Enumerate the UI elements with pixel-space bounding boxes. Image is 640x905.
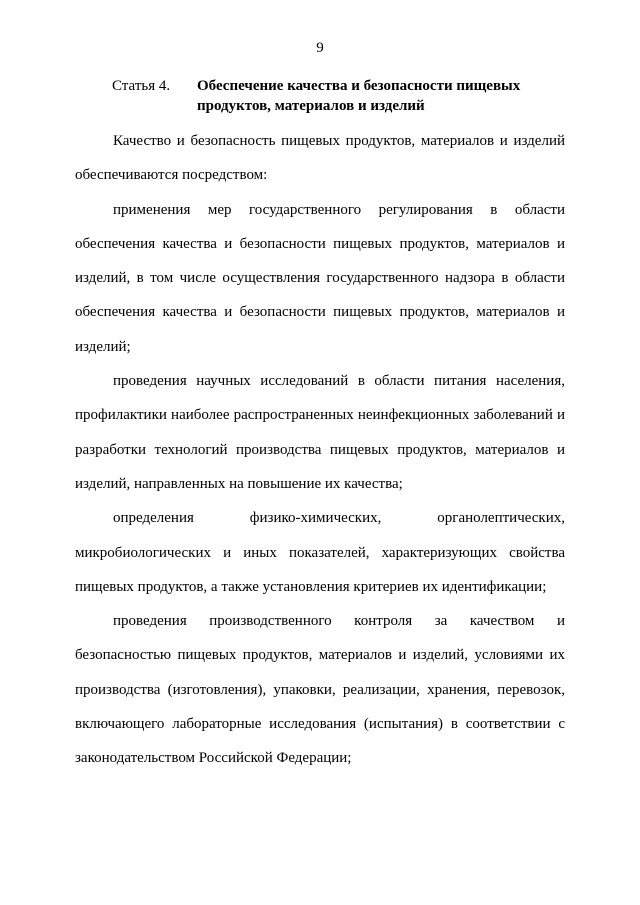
article-body <box>75 124 565 776</box>
paragraph-state-regulation: применения мер государственного регулирования в области обеспечения качества и безопасности пищевых продуктов, материалов и изделий, в том числе осуществления государственного надзора в области обеспечения качества и безопасности пищевых продуктов, материалов и изделий; <box>75 201 565 355</box>
article-title: Обеспечение качества и безопасности пищевых продуктов, материалов и изделий <box>197 78 521 114</box>
page-number: 9 <box>316 40 324 56</box>
paragraph-intro: Качество и безопасность пищевых продуктов, материалов и изделий обеспечиваются посредством: <box>75 133 565 184</box>
article-label: Статья 4. <box>112 78 171 94</box>
paragraph-production-control: проведения производственного контроля за качеством и безопасностью пищевых продуктов, материалов и изделий, условиями их производства (изготовления), упаковки, реализации, хранения, перевозок, включающего лабораторные исследования (испытания) в соответствии с законодательством Российской Федерации; <box>75 613 565 767</box>
paragraph-scientific-research: проведения научных исследований в области питания населения, профилактики наиболее распространенных неинфекционных заболеваний и разработки технологий производства пищевых продуктов, материалов и изделий, направленных на повышение их качества; <box>75 373 565 492</box>
paragraph-indicators: определения физико-химических, органолептических, микробиологических и иных показателей, характеризующих свойства пищевых продуктов, а также установления критериев их идентификации; <box>75 510 565 595</box>
